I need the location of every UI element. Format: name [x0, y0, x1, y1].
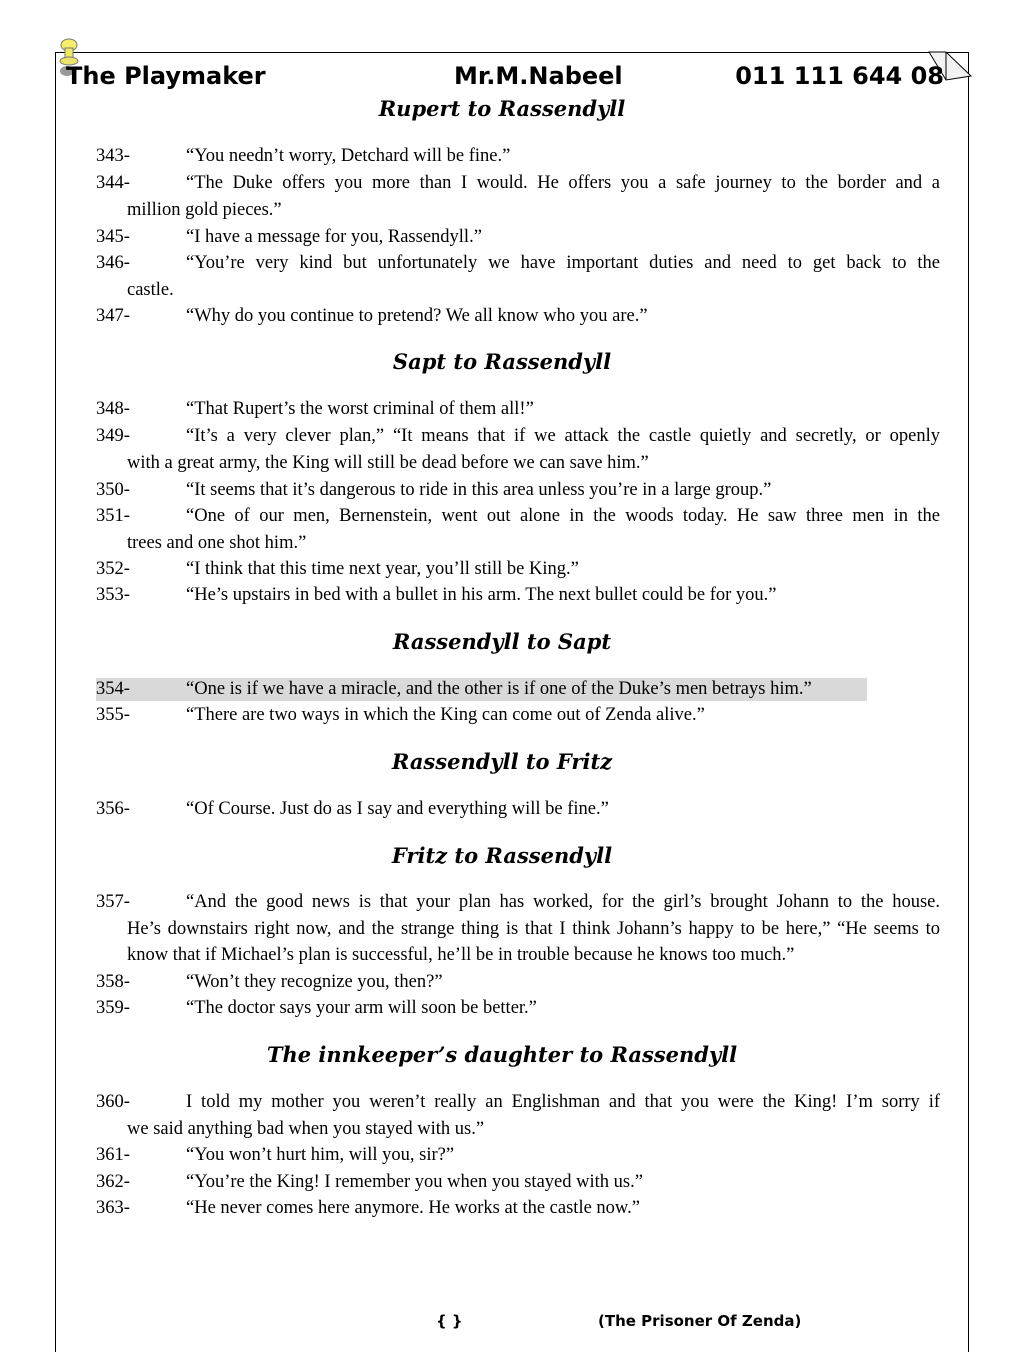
quote-number: 350-	[96, 480, 130, 500]
quote-number: 352-	[96, 559, 130, 579]
quote-number: 347-	[96, 306, 130, 326]
page-number-placeholder: { }	[436, 1312, 463, 1330]
quote-entry	[96, 143, 940, 170]
quote-text: “You needn’t worry, Detchard will be fine.”	[186, 146, 511, 166]
quote-number: 357-	[96, 892, 130, 912]
quote-number: 354-	[96, 679, 130, 699]
quote-text: “And the good news is that your plan has worked, for the girl’s brought Johann to the house.	[186, 892, 940, 912]
quote-entry	[96, 224, 940, 251]
quote-text: “He’s upstairs in bed with a bullet in his arm. The next bullet could be for you.”	[186, 585, 777, 605]
phone-number: 011 111 644 08	[735, 62, 944, 90]
quote-text: “There are two ways in which the King can come out of Zenda alive.”	[186, 705, 705, 725]
quote-text: “The Duke offers you more than I would. He offers you a safe journey to the border and a	[186, 173, 940, 193]
teacher-name: Mr.M.Nabeel	[454, 62, 623, 90]
quote-number: 349-	[96, 426, 130, 446]
quote-entry	[96, 889, 940, 969]
quote-text-continued: trees and one shot him.”	[127, 532, 307, 553]
section-title: Rassendyll to Fritz	[391, 749, 613, 774]
quote-text: “One is if we have a miracle, and the other is if one of the Duke’s men betrays him.”	[186, 679, 812, 699]
section-title: Fritz to Rassendyll	[391, 843, 613, 868]
quote-number: 358-	[96, 972, 130, 992]
quote-entry	[96, 995, 940, 1022]
quote-entry	[96, 582, 940, 609]
quote-entry	[96, 503, 940, 556]
quote-text: “The doctor says your arm will soon be better.”	[186, 998, 537, 1018]
quote-number: 356-	[96, 799, 130, 819]
quote-text-continued: He’s downstairs right now, and the strange thing is that I think Johann’s happy to be here,” “He seems to know that if Michael’s plan is successful, he’ll be in trouble because he knows too much.”	[127, 918, 940, 965]
quote-number: 348-	[96, 399, 130, 419]
quote-text-continued: with a great army, the King will still be dead before we can save him.”	[127, 452, 649, 473]
quote-text: “One of our men, Bernenstein, went out alone in the woods today. He saw three men in the	[186, 506, 940, 526]
quote-number: 362-	[96, 1172, 130, 1192]
quote-number: 351-	[96, 506, 130, 526]
quote-number: 361-	[96, 1145, 130, 1165]
section-title: Rupert to Rassendyll	[378, 96, 626, 121]
quote-number: 344-	[96, 173, 130, 193]
quote-entry	[96, 1142, 940, 1169]
quote-entry	[96, 303, 940, 330]
quote-text-continued: we said anything bad when you stayed with us.”	[127, 1118, 485, 1139]
quote-number: 353-	[96, 585, 130, 605]
quote-entry	[96, 702, 940, 729]
section-title: Sapt to Rassendyll	[392, 349, 612, 374]
quote-entry	[96, 170, 940, 223]
quote-entry	[96, 796, 940, 823]
page-header	[66, 62, 946, 94]
quote-entry	[96, 556, 940, 583]
quote-number: 360-	[96, 1092, 130, 1112]
quote-text-continued: castle.	[127, 279, 174, 300]
quote-number: 343-	[96, 146, 130, 166]
quote-text: “That Rupert’s the worst criminal of them all!”	[186, 399, 534, 419]
quote-number: 355-	[96, 705, 130, 725]
quote-text: “Won’t they recognize you, then?”	[186, 972, 443, 992]
quote-text: “I think that this time next year, you’ll still be King.”	[186, 559, 579, 579]
quote-number: 359-	[96, 998, 130, 1018]
quote-entry	[96, 423, 940, 476]
quote-text: “I have a message for you, Rassendyll.”	[186, 227, 482, 247]
quote-entry	[96, 1169, 940, 1196]
section-title: The innkeeper’s daughter to Rassendyll	[266, 1042, 738, 1067]
quote-entry	[96, 969, 940, 996]
quote-text: I told my mother you weren’t really an Englishman and that you were the King! I’m sorry if	[186, 1092, 940, 1112]
quote-entry	[96, 396, 940, 423]
quote-text: “Of Course. Just do as I say and everything will be fine.”	[186, 799, 609, 819]
brand-name: The Playmaker	[66, 62, 266, 90]
quote-number: 345-	[96, 227, 130, 247]
quote-text: “It seems that it’s dangerous to ride in this area unless you’re in a large group.”	[186, 480, 772, 500]
quote-entry	[96, 250, 940, 303]
quote-text: “You’re the King! I remember you when you stayed with us.”	[186, 1172, 643, 1192]
quote-entry	[96, 1089, 940, 1142]
quote-entry	[96, 477, 940, 504]
quote-entry	[96, 1195, 940, 1222]
section-title: Rassendyll to Sapt	[392, 629, 612, 654]
quote-text-continued: million gold pieces.”	[127, 199, 282, 220]
quote-text: “You won’t hurt him, will you, sir?”	[186, 1145, 455, 1165]
quote-text: “He never comes here anymore. He works at the castle now.”	[186, 1198, 640, 1218]
quote-number: 346-	[96, 253, 130, 273]
quote-text: “You’re very kind but unfortunately we have important duties and need to get back to the	[186, 253, 940, 273]
book-title-footer: (The Prisoner Of Zenda)	[598, 1312, 802, 1330]
quote-text: “Why do you continue to pretend? We all know who you are.”	[186, 306, 648, 326]
quote-entry-highlighted	[96, 676, 940, 703]
quote-text: “It’s a very clever plan,” “It means that if we attack the castle quietly and secretly, or openly	[186, 426, 940, 446]
quote-number: 363-	[96, 1198, 130, 1218]
